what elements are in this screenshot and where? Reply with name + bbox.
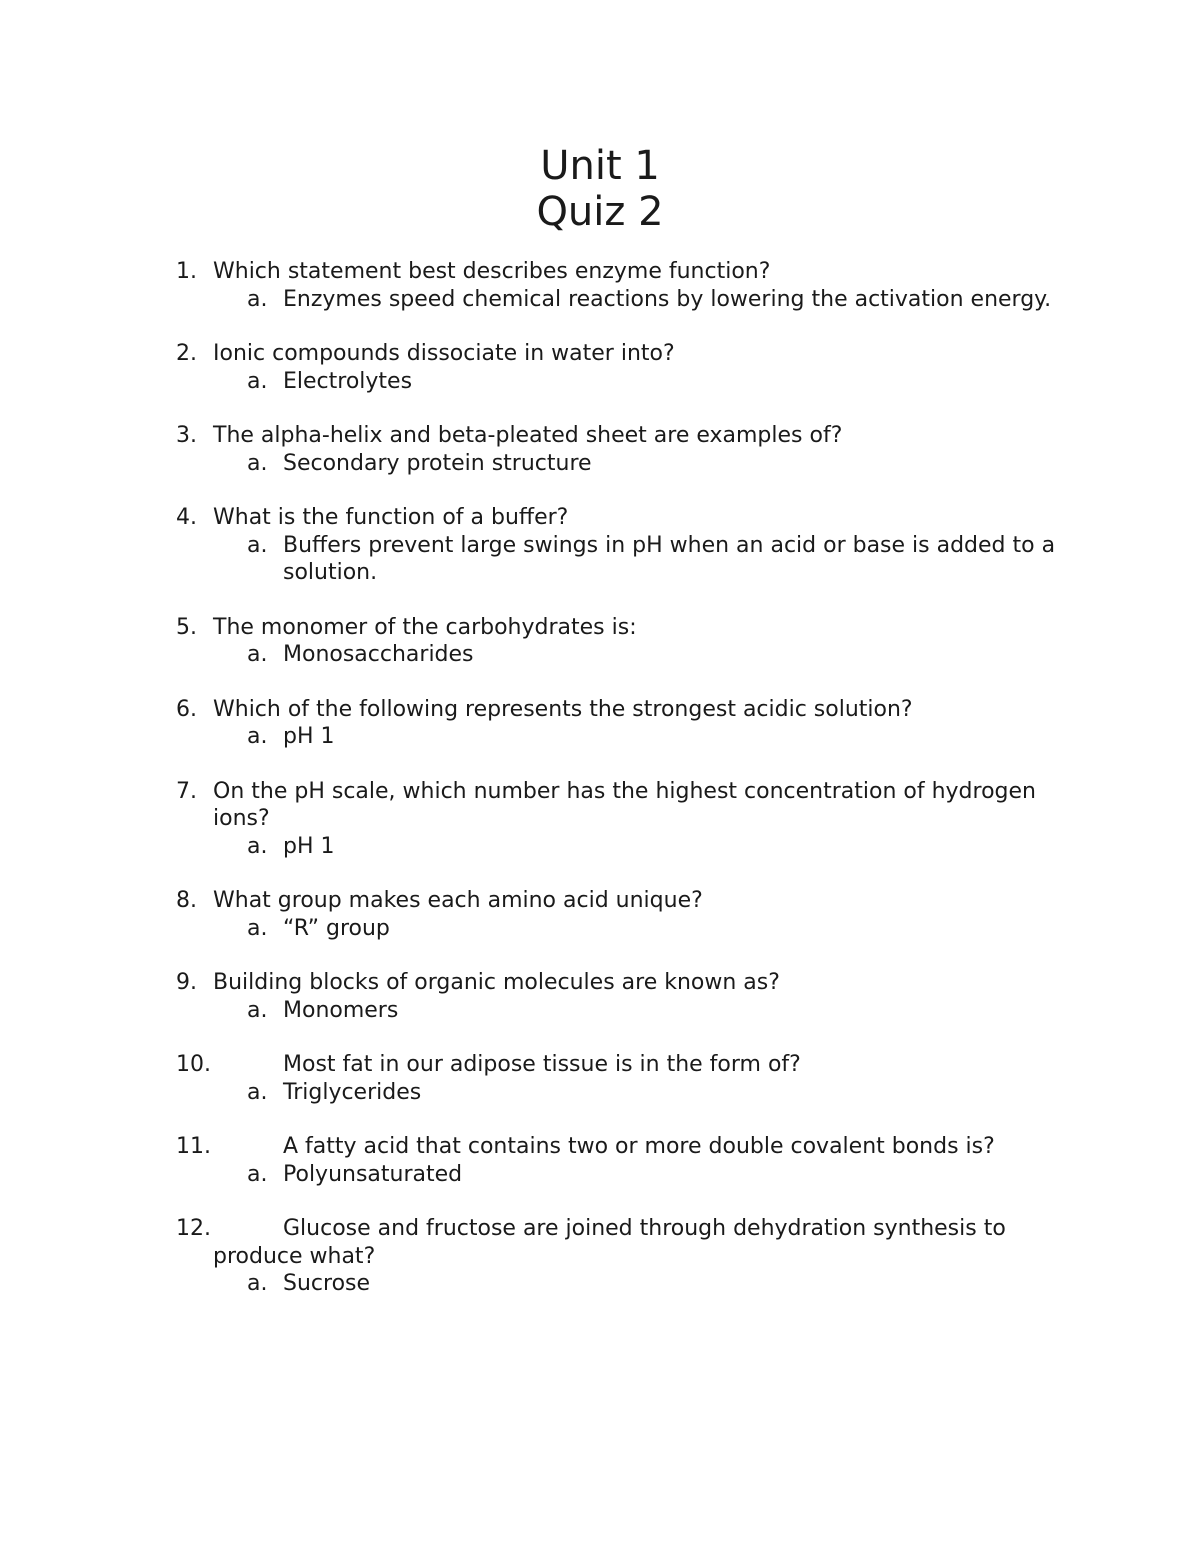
question-item-4 [0, 504, 1200, 587]
question-number: 9. [176, 970, 197, 995]
answer-marker: a. [247, 997, 268, 1023]
question-item-5 [0, 614, 1200, 669]
answer-text: Monosaccharides [283, 642, 474, 667]
question-item-1 [0, 258, 1200, 313]
answer-marker: a. [247, 286, 268, 312]
answer-marker: a. [247, 368, 268, 394]
question-text: A fatty acid that contains two or more double covalent bonds is? [283, 1134, 995, 1159]
question-text: Most fat in our adipose tissue is in the form of? [283, 1052, 801, 1077]
question-number: 4. [176, 505, 197, 530]
question-number: 1. [176, 259, 197, 284]
question-number: 2. [176, 341, 197, 366]
question-text: Which statement best describes enzyme function? [213, 259, 771, 284]
question-number: 3. [176, 423, 197, 448]
question-number: 10. [176, 1052, 211, 1077]
answer-marker: a. [247, 450, 268, 476]
question-item-9 [0, 969, 1200, 1024]
question-number: 11. [176, 1134, 211, 1159]
answer-text: Triglycerides [283, 1079, 422, 1105]
answer-text: Secondary protein structure [283, 450, 592, 476]
question-text: What is the function of a buffer? [213, 505, 569, 530]
question-item-2 [0, 340, 1200, 395]
title-quiz: Quiz 2 [536, 189, 664, 235]
answer-marker: a. [247, 642, 268, 667]
question-number: 5. [176, 614, 197, 640]
question-text: Which of the following represents the strongest acidic solution? [213, 696, 913, 722]
question-text: On the pH scale, which number has the highest concentration of hydrogen ions? [213, 778, 1036, 831]
answer-marker: a. [247, 1161, 268, 1187]
answer-text: Buffers prevent large swings in pH when an acid or base is added to a solution. [283, 532, 1056, 585]
question-text: Ionic compounds dissociate in water into? [213, 341, 675, 366]
question-item-6 [0, 696, 1200, 751]
question-item-12 [0, 1215, 1200, 1298]
question-item-3 [0, 422, 1200, 477]
question-item-11 [0, 1133, 1200, 1188]
answer-marker: a. [247, 833, 268, 859]
question-text: The alpha-helix and beta-pleated sheet are examples of? [213, 423, 843, 448]
question-item-8 [0, 887, 1200, 942]
question-text: What group makes each amino acid unique? [213, 888, 703, 913]
question-text: The monomer of the carbohydrates is: [213, 614, 637, 640]
question-number: 8. [176, 888, 197, 913]
title-unit: Unit 1 [540, 143, 660, 189]
answer-text: pH 1 [283, 833, 335, 859]
answer-text: pH 1 [283, 724, 335, 749]
answer-marker: a. [247, 1271, 268, 1296]
answer-marker: a. [247, 724, 268, 749]
answer-marker: a. [247, 532, 268, 558]
answer-marker: a. [247, 915, 268, 941]
question-text: Building blocks of organic molecules are known as? [213, 970, 780, 995]
question-number: 6. [176, 696, 197, 722]
answer-text: “R” group [283, 915, 390, 941]
question-item-7 [0, 778, 1200, 861]
question-number: 12. [176, 1216, 211, 1241]
answer-marker: a. [247, 1079, 268, 1105]
answer-text: Polyunsaturated [283, 1161, 463, 1187]
question-list [0, 258, 1200, 1325]
answer-text: Monomers [283, 997, 399, 1023]
question-text: Glucose and fructose are joined through dehydration synthesis to produce what? [213, 1216, 1006, 1269]
question-number: 7. [176, 778, 197, 804]
answer-text: Sucrose [283, 1271, 371, 1296]
question-item-10 [0, 1051, 1200, 1106]
answer-text: Enzymes speed chemical reactions by lowering the activation energy. [283, 286, 1052, 312]
answer-text: Electrolytes [283, 368, 413, 394]
